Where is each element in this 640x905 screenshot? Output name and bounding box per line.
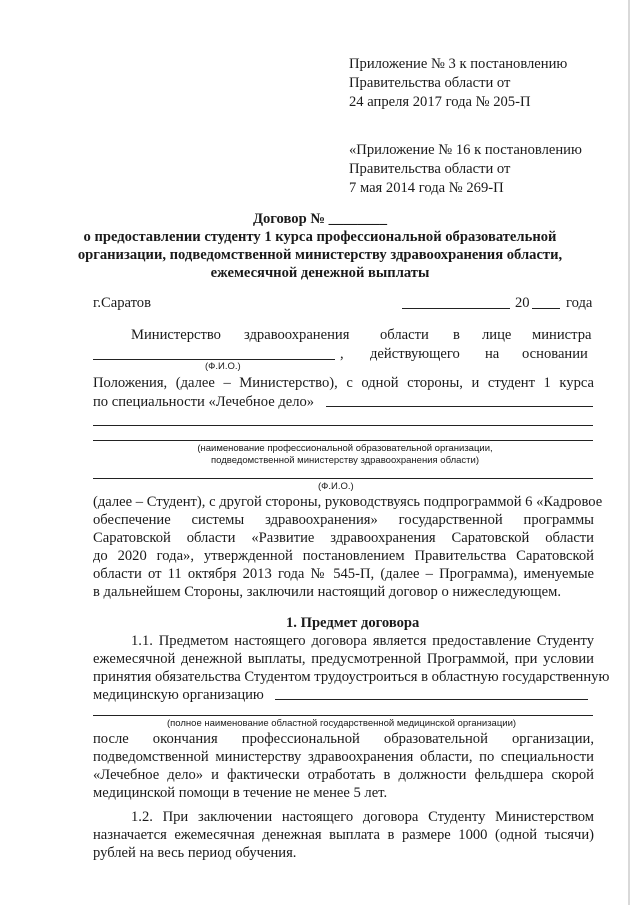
intro-line: области от 11 октября 2013 года № 545-П, (далее – Программа), именуемые: [93, 566, 594, 582]
year-suffix: года: [566, 295, 593, 311]
intro-word: на: [485, 346, 500, 362]
clause-line: ежемесячной денежной выплаты, предусмотренной Программой, при условии: [93, 651, 594, 667]
appendix-original-line: 7 мая 2014 года № 269-П: [349, 180, 504, 196]
org-caption: подведомственной министерству здравоохранения области): [211, 455, 479, 466]
appendix-current-line: Правительства области от: [349, 75, 511, 91]
clause-line: 1.2. При заключении настоящего договора Студенту Министерством: [131, 809, 594, 825]
clause-line: принятия обязательства Студентом трудоустроиться в областную государственную: [93, 669, 610, 685]
medorg-name-line: [93, 715, 593, 716]
title-line: о предоставлении студенту 1 курса профессиональной образовательной: [83, 229, 557, 245]
intro-word: министра: [532, 327, 592, 343]
fio-caption: (Ф.И.О.): [205, 361, 241, 372]
clause-line: «Лечебное дело» и фактически отработать в должности фельдшера скорой: [93, 767, 594, 783]
clause-line: медицинской помощи в течение не менее 5 лет.: [93, 785, 388, 801]
clause-line: после окончания профессиональной образовательной организации,: [93, 731, 594, 747]
intro-word: здравоохранения: [244, 327, 350, 343]
clause-line: подведомственной министерству здравоохранения области, по специальности: [93, 749, 594, 765]
appendix-original-line: Правительства области от: [349, 161, 511, 177]
intro-line: по специальности «Лечебное дело»: [93, 394, 315, 410]
medorg-name-line: [275, 699, 588, 700]
intro-word: лице: [482, 327, 512, 343]
title-contract-number: Договор № ________: [252, 211, 388, 227]
intro-line: Положения, (далее – Министерство), с одной стороны, и студент 1 курса: [93, 375, 594, 391]
org-name-line: [93, 425, 593, 426]
medorg-caption: (полное наименование областной государственной медицинской организации): [167, 718, 517, 729]
intro-word: в: [453, 327, 460, 343]
intro-word: ,: [340, 346, 344, 362]
title-line: ежемесячной денежной выплаты: [210, 265, 430, 281]
appendix-current-line: 24 апреля 2017 года № 205-П: [349, 94, 531, 110]
clause-line: рублей на весь период обучения.: [93, 845, 297, 861]
appendix-current-line: Приложение № 3 к постановлению: [349, 56, 568, 72]
appendix-original-line: «Приложение № 16 к постановлению: [349, 142, 582, 158]
intro-line: (далее – Студент), с другой стороны, руководствуясь подпрограммой 6 «Кадровое: [93, 494, 603, 510]
intro-line: в дальнейшем Стороны, заключили настоящий договор о нижеследующем.: [93, 584, 562, 600]
clause-line: 1.1. Предметом настоящего договора является предоставление Студенту: [131, 633, 594, 649]
org-name-line: [93, 440, 593, 441]
intro-line: до 2020 года», утвержденной постановлением Правительства Саратовской: [93, 548, 594, 564]
year-prefix: 20: [515, 295, 530, 311]
intro-word: основании: [522, 346, 588, 362]
intro-word: области: [380, 327, 429, 343]
intro-line: Саратовской области «Развитие здравоохранения Саратовской области: [93, 530, 594, 546]
org-name-line: [326, 406, 593, 407]
student-name-line: [93, 478, 593, 479]
intro-word: действующего: [370, 346, 460, 362]
intro-word: Министерство: [131, 327, 221, 343]
fio-caption: (Ф.И.О.): [318, 481, 354, 492]
clause-line: медицинскую организацию: [93, 687, 264, 703]
date-blank-line: [402, 308, 510, 309]
minister-name-line: [93, 359, 335, 360]
city: г.Саратов: [93, 295, 151, 311]
year-blank-line: [532, 308, 560, 309]
org-caption: (наименование профессиональной образовательной организации,: [197, 443, 493, 454]
intro-line: обеспечение системы здравоохранения» государственной программы: [93, 512, 594, 528]
clause-line: назначается ежемесячная денежная выплата в размере 1000 (одной тысячи): [93, 827, 594, 843]
section-heading: 1. Предмет договора: [286, 615, 420, 631]
title-line: организации, подведомственной министерству здравоохранения области,: [77, 247, 563, 263]
